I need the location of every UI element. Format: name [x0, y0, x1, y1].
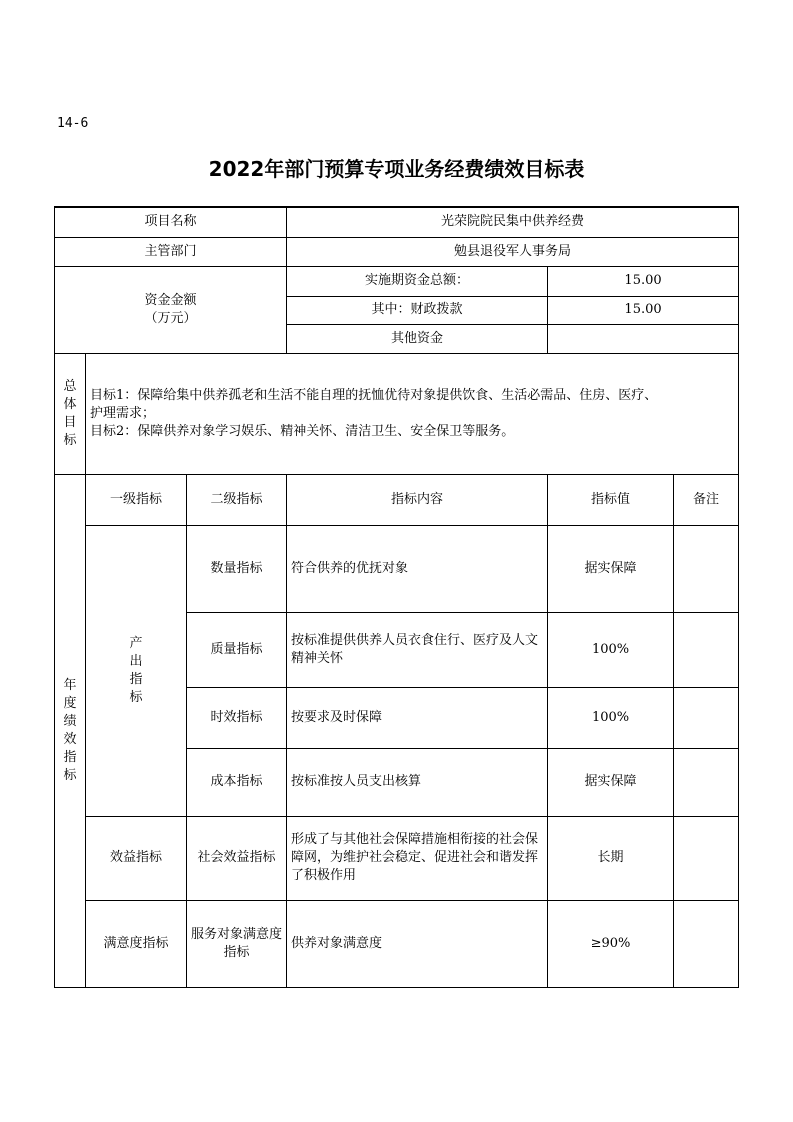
service-satisfaction-indicator-value: ≥90%: [548, 900, 674, 987]
header-value: 指标值: [548, 474, 674, 525]
cost-indicator-label: 成本指标: [187, 748, 287, 816]
service-satisfaction-indicator-content: 供养对象满意度: [287, 900, 548, 987]
timeliness-indicator-remark: [674, 687, 739, 748]
overall-goal-text: [86, 353, 739, 474]
quality-indicator-remark: [674, 612, 739, 687]
fiscal-funds-value: 15.00: [548, 296, 739, 324]
social-benefit-indicator-label: 社会效益指标: [187, 816, 287, 900]
header-content: 指标内容: [287, 474, 548, 525]
social-benefit-indicator-remark: [674, 816, 739, 900]
fiscal-funds-label: 其中：财政拨款: [287, 296, 548, 324]
cost-indicator-value: 据实保障: [548, 748, 674, 816]
quantity-indicator-remark: [674, 525, 739, 612]
benefit-indicators-label: 效益指标: [86, 816, 187, 900]
satisfaction-indicators-label: 满意度指标: [86, 900, 187, 987]
quality-indicator-label: 质量指标: [187, 612, 287, 687]
annual-indicators-label: 年度绩效指标: [55, 474, 86, 987]
timeliness-indicator-value: 100%: [548, 687, 674, 748]
cost-indicator-content: 按标准按人员支出核算: [287, 748, 548, 816]
quality-indicator-content: 按标准提供供养人员衣食住行、医疗及人文精神关怀: [287, 612, 548, 687]
output-indicators-label: 产出指标: [86, 525, 187, 816]
page-code: 14-6: [57, 116, 89, 131]
funds-label-line1: 资金金额: [144, 292, 197, 308]
other-funds-label: 其他资金: [287, 324, 548, 353]
overall-goal-label: 总体目标: [55, 353, 86, 474]
funds-label-line2: （万元）: [144, 310, 197, 326]
header-level1: 一级指标: [86, 474, 187, 525]
header-remark: 备注: [674, 474, 739, 525]
service-satisfaction-indicator-remark: [674, 900, 739, 987]
other-funds-value: [548, 324, 739, 353]
quality-indicator-value: 100%: [548, 612, 674, 687]
department-value: 勉县退役军人事务局: [287, 237, 739, 266]
header-level2: 二级指标: [187, 474, 287, 525]
goal-line-1: 目标1：保障给集中供养孤老和生活不能自理的抚恤优待对象提供饮食、生活必需品、住房、医疗、: [90, 387, 658, 403]
social-benefit-indicator-content: 形成了与其他社会保障措施相衔接的社会保障网，为维护社会稳定、促进社会和谐发挥了积极作用: [287, 816, 548, 900]
performance-table: [54, 206, 739, 988]
service-satisfaction-indicator-label: 服务对象满意度指标: [187, 900, 287, 987]
goal-line-3: 目标2：保障供养对象学习娱乐、精神关怀、清洁卫生、安全保卫等服务。: [90, 423, 515, 439]
page-title: 2022年部门预算专项业务经费绩效目标表: [208, 157, 585, 181]
social-benefit-indicator-value: 长期: [548, 816, 674, 900]
cost-indicator-remark: [674, 748, 739, 816]
timeliness-indicator-label: 时效指标: [187, 687, 287, 748]
total-funds-label: 实施期资金总额：: [287, 266, 548, 296]
funds-label: [55, 266, 287, 353]
project-name-value: 光荣院院民集中供养经费: [287, 207, 739, 237]
quantity-indicator-content: 符合供养的优抚对象: [287, 525, 548, 612]
project-name-label: 项目名称: [55, 207, 287, 237]
quantity-indicator-value: 据实保障: [548, 525, 674, 612]
total-funds-value: 15.00: [548, 266, 739, 296]
timeliness-indicator-content: 按要求及时保障: [287, 687, 548, 748]
department-label: 主管部门: [55, 237, 287, 266]
goal-line-2: 护理需求；: [90, 405, 156, 421]
quantity-indicator-label: 数量指标: [187, 525, 287, 612]
